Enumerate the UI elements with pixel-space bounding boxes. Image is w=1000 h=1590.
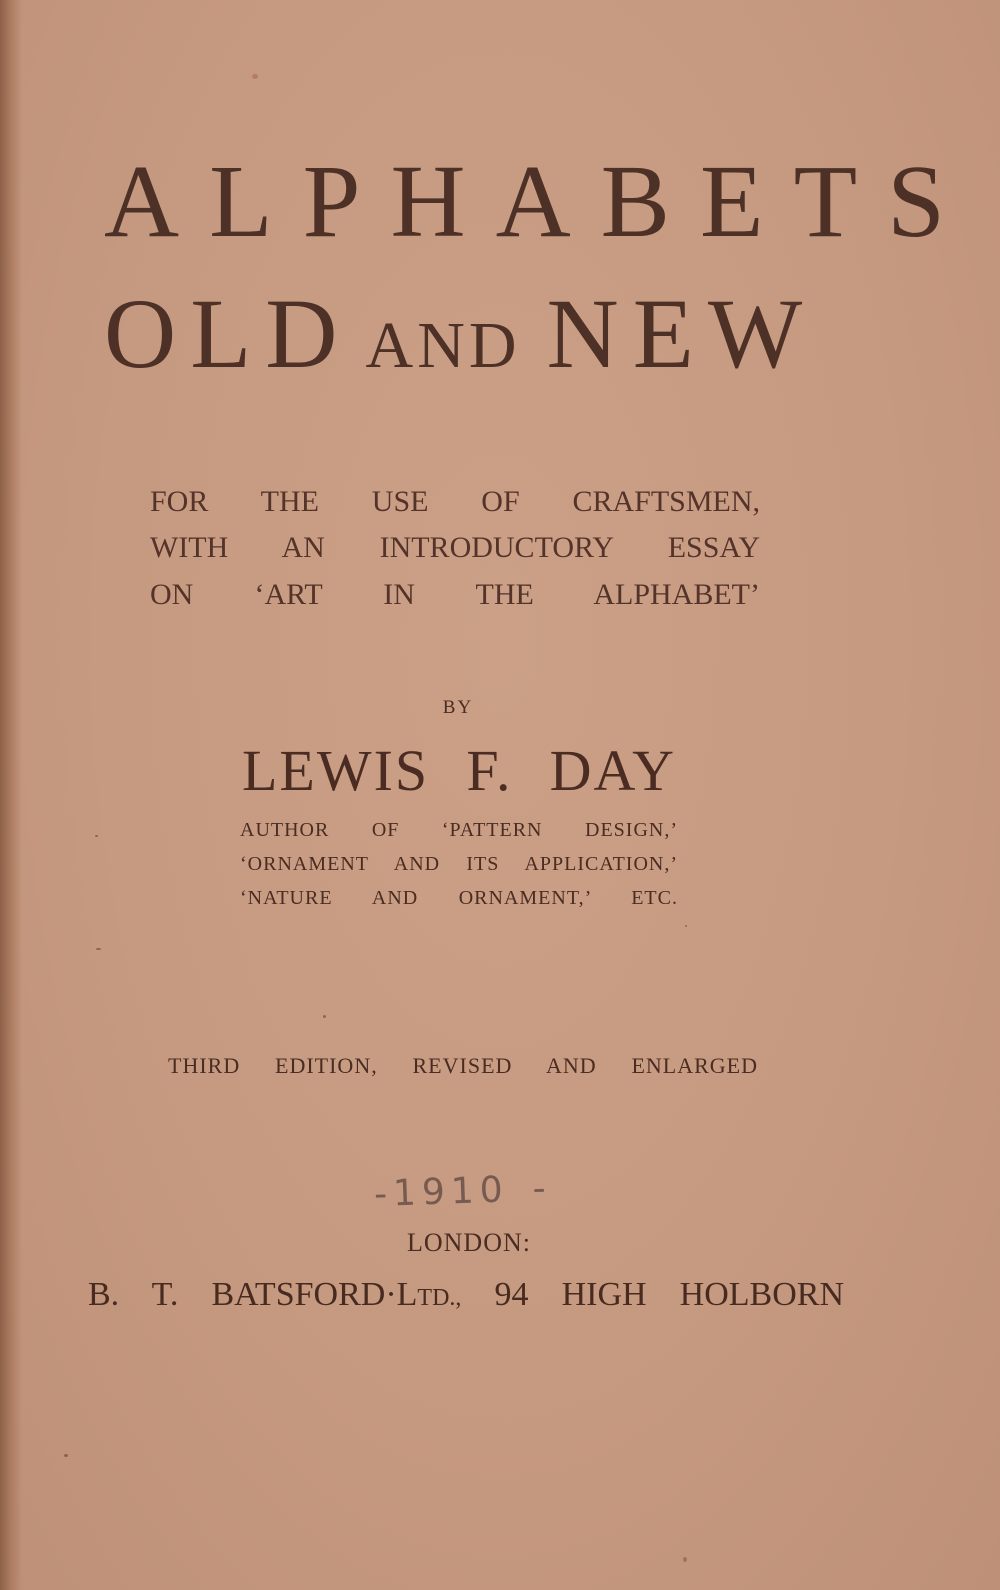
publisher-separator: · — [385, 1276, 397, 1313]
publisher-ltd-rest: TD., — [417, 1285, 462, 1311]
paper-speck — [252, 74, 258, 79]
subtitle-line-2: WITH AN INTRODUCTORY ESSAY — [150, 531, 760, 564]
book-title-line-1: ALPHABETS — [104, 144, 975, 259]
author-works-line-1: AUTHOR OF ‘PATTERN DESIGN,’ — [240, 819, 678, 841]
title-word-new: NEW — [546, 278, 817, 389]
paper-speck — [683, 1557, 687, 1562]
paper-speck — [96, 948, 101, 950]
author-works-line-3: ‘NATURE AND ORNAMENT,’ ETC. — [240, 887, 678, 909]
paper-speck — [685, 925, 687, 927]
author-name: LEWIS F. DAY — [242, 738, 676, 803]
author-works-line-2: ‘ORNAMENT AND ITS APPLICATION,’ — [240, 853, 678, 875]
pencil-dash-left: - — [373, 1173, 394, 1216]
book-title-line-2 — [104, 278, 817, 389]
pencil-year: 1910 — [392, 1169, 510, 1215]
pencil-dash-right: - — [531, 1167, 553, 1210]
title-word-and: AND — [365, 309, 521, 382]
handwritten-year-annotation — [373, 1167, 553, 1216]
publisher-ltd-initial: L — [396, 1276, 418, 1313]
edition-statement: THIRD EDITION, REVISED AND ENLARGED — [168, 1053, 758, 1078]
publisher-address: 94 HIGH HOLBORN — [494, 1276, 845, 1313]
by-label: BY — [442, 697, 474, 718]
subtitle-line-3: ON ‘ART IN THE ALPHABET’ — [150, 578, 760, 611]
paper-speck — [323, 1015, 326, 1018]
publication-city: LONDON: — [407, 1228, 531, 1257]
page-gutter-shadow — [0, 0, 22, 1590]
title-word-old: OLD — [104, 278, 352, 389]
paper-speck — [95, 835, 98, 837]
paper-speck — [64, 1454, 68, 1457]
publisher-name: B. T. BATSFORD — [88, 1276, 386, 1313]
publisher-imprint — [88, 1278, 844, 1312]
subtitle-line-1: FOR THE USE OF CRAFTSMEN, — [150, 485, 760, 518]
